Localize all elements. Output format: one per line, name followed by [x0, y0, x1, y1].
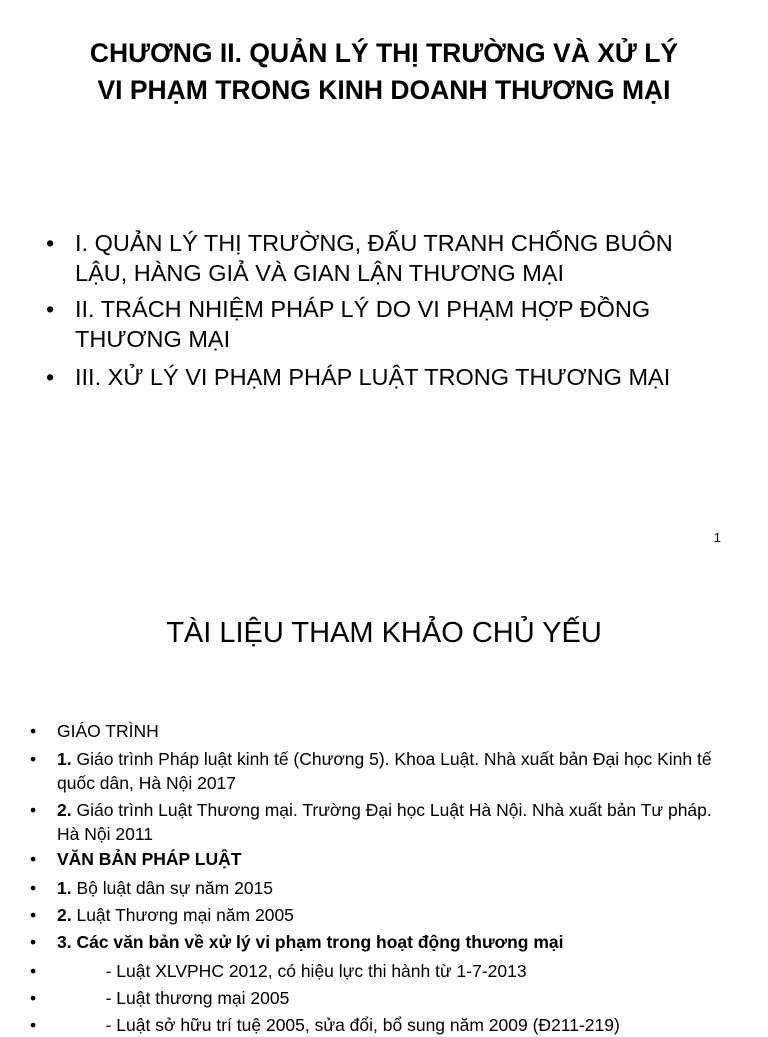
item-number: 2. — [57, 800, 72, 820]
bullet-icon: • — [30, 721, 37, 741]
reference-item-text: GIÁO TRÌNH — [57, 721, 159, 741]
bullet-icon: • — [30, 849, 37, 869]
page-number: 1 — [713, 530, 721, 545]
reference-list-item — [30, 930, 730, 954]
item-number: 2. — [57, 905, 72, 925]
bullet-icon: • — [30, 1015, 37, 1035]
reference-item-text: Giáo trình Pháp luật kinh tế (Chương 5). Khoa Luật. Nhà xuất bản Đại học Kinh tế quốc dân, Hà Nội 2017 — [57, 749, 712, 793]
slide-1-item-text: II. TRÁCH NHIỆM PHÁP LÝ DO VI PHẠM HỢP ĐỒNG THƯƠNG MẠI — [75, 296, 651, 352]
bullet-icon: • — [30, 905, 37, 925]
reference-item-text: - Luật thương mại 2005 — [57, 988, 290, 1008]
reference-list-item — [30, 747, 730, 795]
reference-list-item — [30, 1013, 730, 1037]
reference-item-text: - Luật sở hữu trí tuệ 2005, sửa đổi, bổ sung năm 2009 (Đ211-219) — [57, 1015, 620, 1035]
reference-item-text: 3. Các văn bản về xử lý vi phạm trong hoạt động thương mại — [57, 932, 564, 952]
slide-1-item-text: III. XỬ LÝ VI PHẠM PHÁP LUẬT TRONG THƯƠNG MẠI — [75, 364, 671, 390]
slide-2-title: TÀI LIỆU THAM KHẢO CHỦ YẾU — [166, 617, 602, 649]
slide-1-title-line-2: VI PHẠM TRONG KINH DOANH THƯƠNG MẠI — [97, 75, 671, 105]
reference-item-text: Luật Thương mại năm 2005 — [71, 905, 294, 925]
slide-1-title-line-1: CHƯƠNG II. QUẢN LÝ THỊ TRƯỜNG VÀ XỬ LÝ — [89, 38, 679, 68]
slide-1-bullet-item — [46, 362, 726, 392]
item-number: 1. — [57, 749, 72, 769]
bullet-icon: • — [30, 988, 37, 1008]
bullet-icon: • — [30, 961, 37, 981]
slide-1-item-text: I. QUẢN LÝ THỊ TRƯỜNG, ĐẤU TRANH CHỐNG BUÔN LẬU, HÀNG GIẢ VÀ GIAN LẬN THƯƠNG MẠI — [75, 230, 673, 286]
slide-1-bullet-item — [46, 228, 726, 288]
bullet-icon: • — [46, 364, 55, 390]
reference-list-item — [30, 903, 730, 927]
reference-list-item — [30, 719, 730, 743]
reference-item-text: VĂN BẢN PHÁP LUẬT — [57, 849, 242, 869]
bullet-icon: • — [46, 230, 55, 256]
reference-list-item — [30, 798, 730, 846]
reference-item-text: Bộ luật dân sự năm 2015 — [71, 878, 274, 898]
reference-item-text: Giáo trình Luật Thương mại. Trường Đại học Luật Hà Nội. Nhà xuất bản Tư pháp. Hà Nội 2011 — [57, 800, 712, 844]
bullet-icon: • — [30, 800, 37, 820]
reference-list-item — [30, 986, 730, 1010]
slide-1-title — [20, 35, 748, 109]
slide-1-bullet-item — [46, 294, 726, 354]
reference-list-item — [30, 959, 730, 983]
reference-section-heading — [30, 847, 730, 871]
reference-list-item — [30, 876, 730, 900]
item-number: 1. — [57, 878, 72, 898]
reference-item-text: - Luật XLVPHC 2012, có hiệu lực thi hành từ 1-7-2013 — [57, 961, 527, 981]
bullet-icon: • — [46, 296, 55, 322]
bullet-icon: • — [30, 749, 37, 769]
bullet-icon: • — [30, 878, 37, 898]
bullet-icon: • — [30, 932, 37, 952]
